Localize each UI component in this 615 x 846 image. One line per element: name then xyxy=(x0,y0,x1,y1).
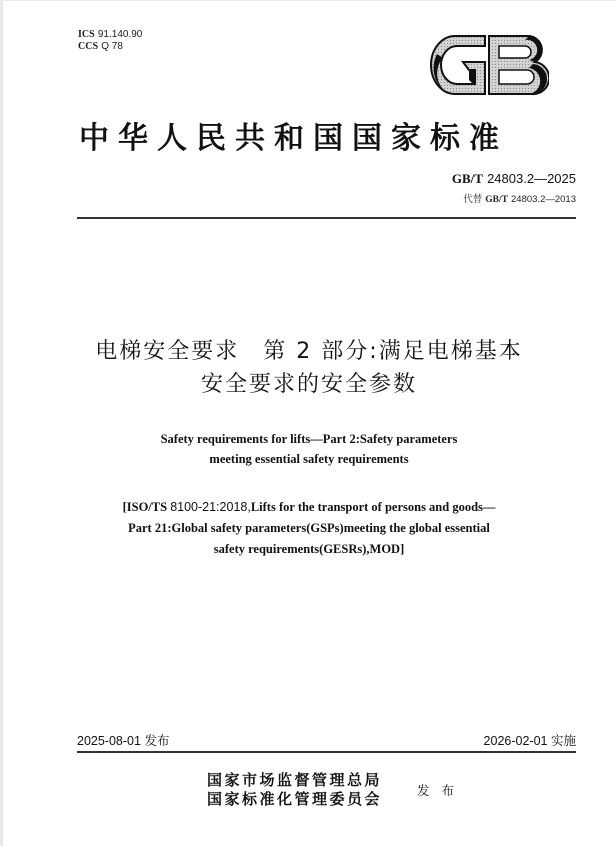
issue-label: 发 布 xyxy=(417,783,458,798)
issuing-authorities xyxy=(207,771,382,809)
issuer-samr: 国家市场监督管理总局 xyxy=(207,771,383,789)
iso-reference: [ISO/TS 8100-21:2018,Lifts for the transport of persons and goods— Part 21:Global safety parameters(GSPs)meeting the global essential safety requirements(GESRs),MOD] xyxy=(122,500,496,556)
ccs-code: CCS Q 78 xyxy=(78,41,123,52)
gb-standard-logo-icon xyxy=(429,34,549,96)
issuer-sac: 国家标准化管理委员会 xyxy=(207,790,383,808)
standard-number: GB/T 24803.2—2025 xyxy=(451,171,576,186)
footer-divider xyxy=(77,751,576,753)
document-page xyxy=(3,1,615,846)
classification-codes xyxy=(78,29,142,53)
replaces-standard: 代替 GB/T 24803.2—2013 xyxy=(463,194,576,205)
english-title: Safety requirements for lifts—Part 2:Safety parameters meeting essential safety requirements xyxy=(160,432,458,466)
header-divider xyxy=(77,217,576,219)
publish-date: 2025-08-01 发布 xyxy=(77,734,170,748)
chinese-title: 电梯安全要求 第 2 部分:满足电梯基本 安全要求的安全参数 xyxy=(95,339,523,397)
implementation-date: 2026-02-01 实施 xyxy=(483,734,576,748)
ics-code: ICS 91.140.90 xyxy=(78,29,143,40)
national-standard-heading: 中华人民共和国国家标准 xyxy=(79,121,508,156)
